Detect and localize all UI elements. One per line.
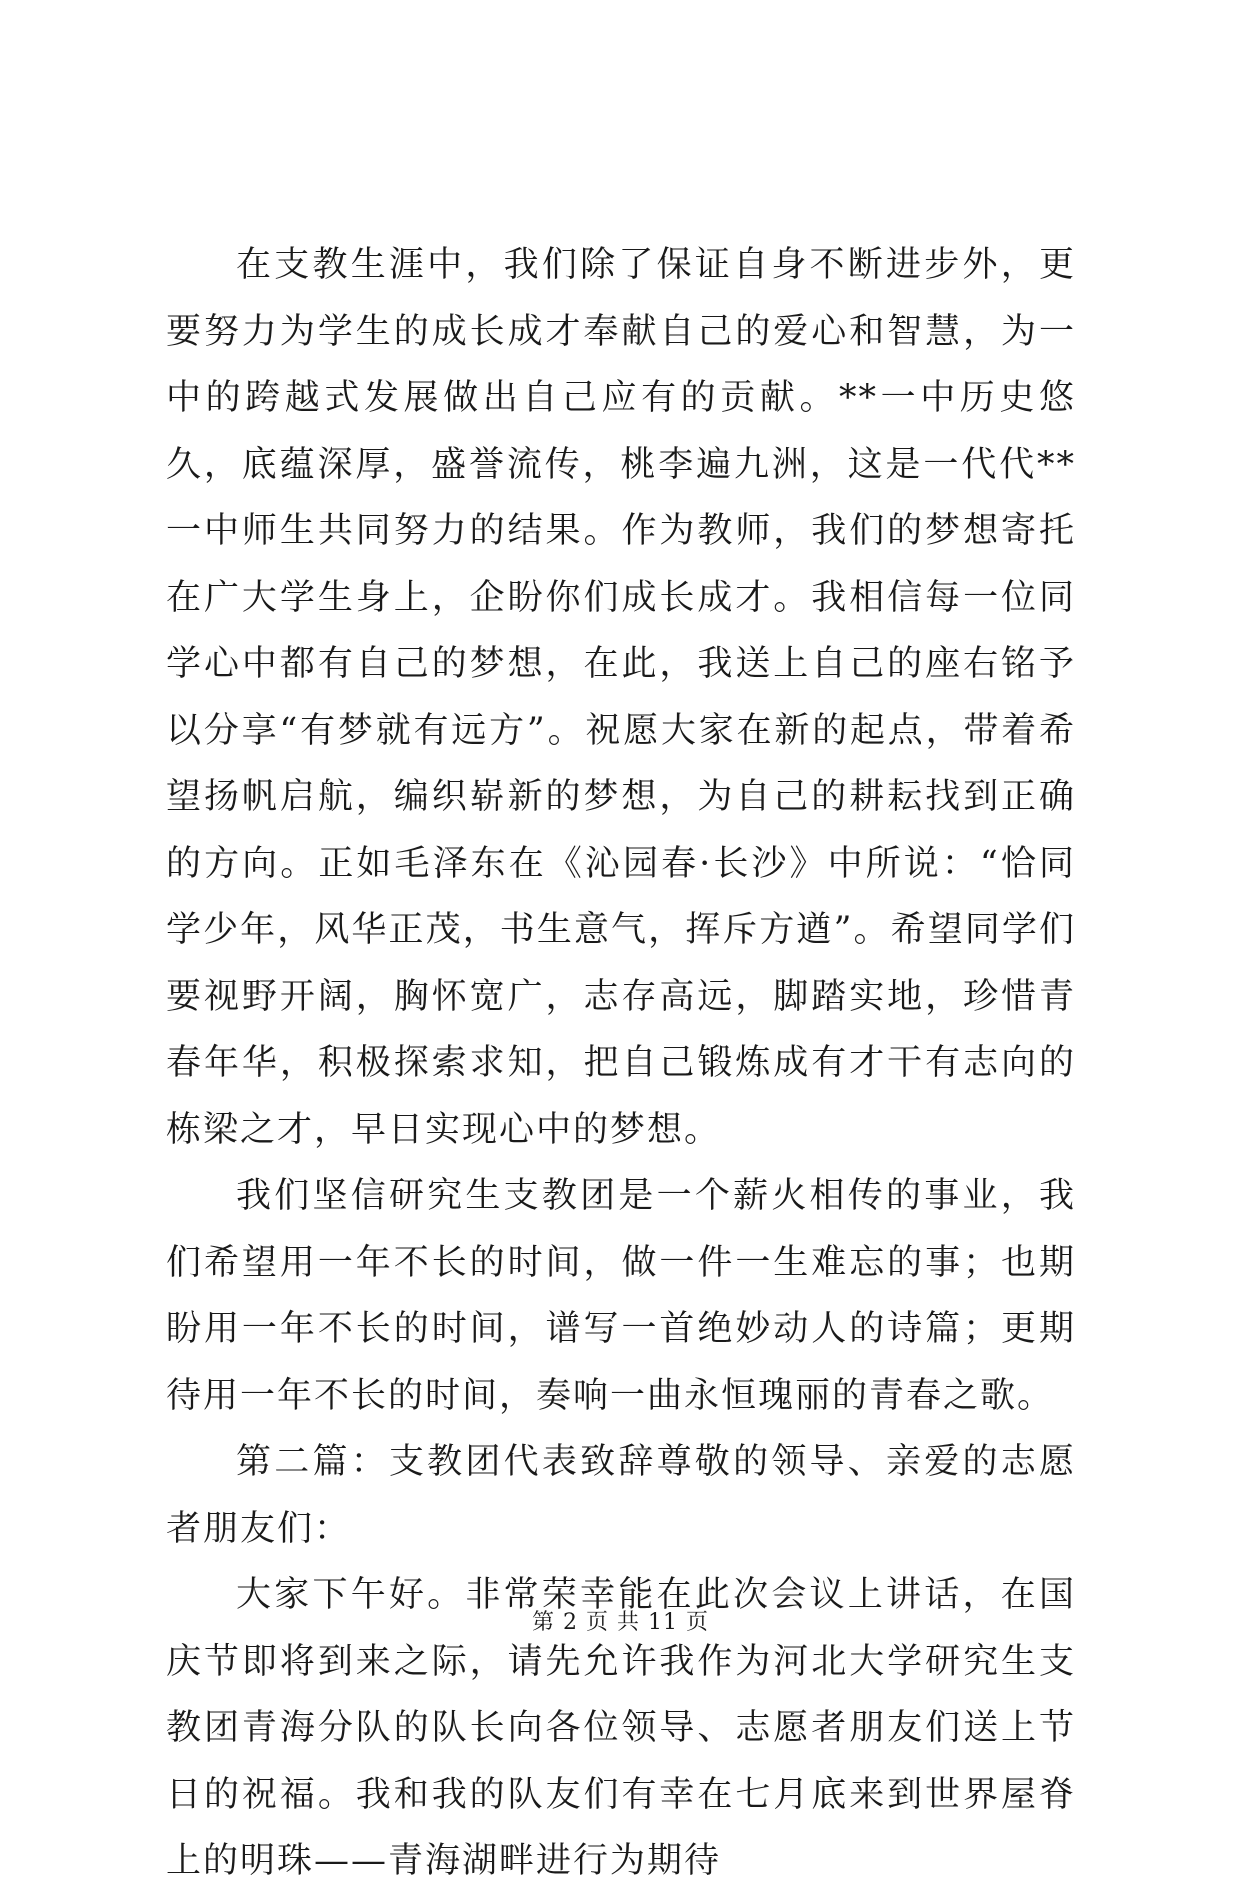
- paragraph-1: 在支教生涯中，我们除了保证自身不断进步外，更要努力为学生的成长成才奉献自己的爱心和智慧，为一中的跨越式发展做出自己应有的贡献。**一中历史悠久，底蕴深厚，盛誉流传，桃李遍九洲，这是一代代**一中师生共同努力的结果。作为教师，我们的梦想寄托在广大学生身上，企盼你们成长成才。我相信每一位同学心中都有自己的梦想，在此，我送上自己的座右铭予以分享“有梦就有远方”。祝愿大家在新的起点，带着希望扬帆启航，编织崭新的梦想，为自己的耕耘找到正确的方向。正如毛泽东在《沁园春·长沙》中所说：“恰同学少年，风华正茂，书生意气，挥斥方遒”。希望同学们要视野开阔，胸怀宽广，志存高远，脚踏实地，珍惜青春年华，积极探索求知，把自己锻炼成有才干有志向的栋梁之才，早日实现心中的梦想。: [166, 245, 1076, 1150]
- paragraph-4: 大家下午好。非常荣幸能在此次会议上讲话，在国庆节即将到来之际，请先允许我作为河北大学研究生支教团青海分队的队长向各位领导、志愿者朋友们送上节日的祝福。我和我的队友们有幸在七月底来到世界屋脊上的明珠——青海湖畔进行为期待: [166, 1575, 1076, 1881]
- page-number-footer: 第 2 页 共 11 页: [532, 1610, 709, 1635]
- paragraph-3: 第二篇：支教团代表致辞尊敬的领导、亲爱的志愿者朋友们：: [166, 1442, 1076, 1549]
- document-body: [166, 232, 1076, 1895]
- paragraph-2: 我们坚信研究生支教团是一个薪火相传的事业，我们希望用一年不长的时间，做一件一生难忘的事；也期盼用一年不长的时间，谱写一首绝妙动人的诗篇；更期待用一年不长的时间，奏响一曲永恒瑰丽的青春之歌。: [166, 1176, 1076, 1416]
